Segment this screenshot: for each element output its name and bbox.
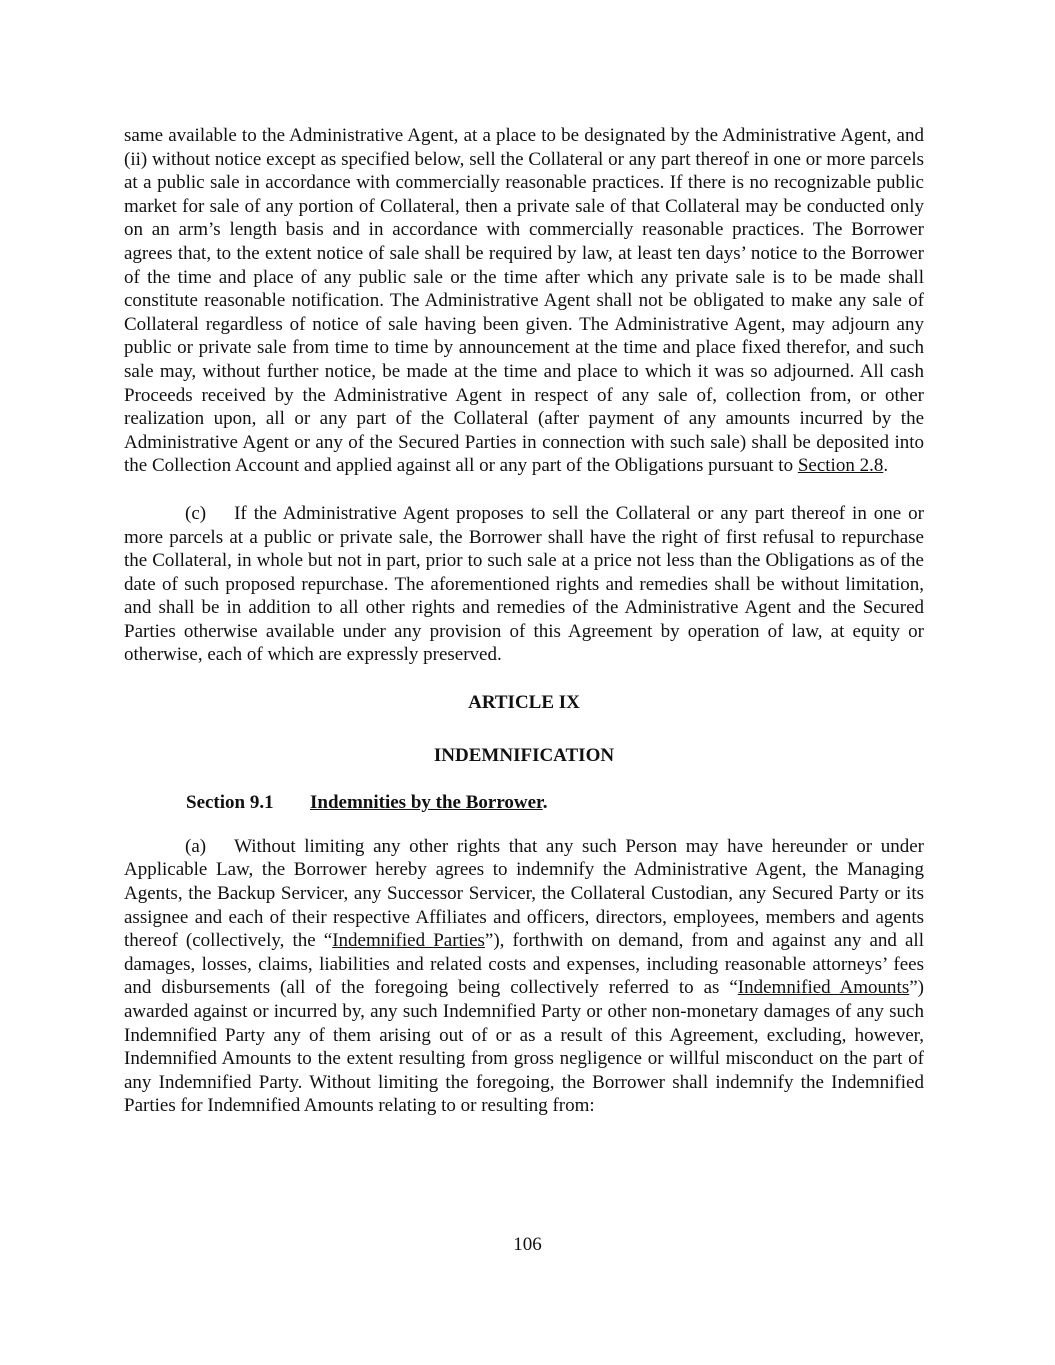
paragraph-text: same available to the Administrative Agent, at a place to be designated by the Administrative Agent, and (ii) without notice except as specified below, sell the Collateral or any part thereof in one or more parcels at a public sale in accordance with commercially reasonable practices. If there is no recognizable public market for sale of any portion of Collateral, then a private sale of that Collateral may be conducted only on an arm’s length basis and in accordance with commercially reasonable practices. The Borrower agrees that, to the extent notice of sale shall be required by law, at least ten days’ notice to the Borrower of the time and place of any public sale or the time after which any private sale is to be made shall constitute reasonable notification. The Administrative Agent shall not be obligated to make any sale of Collateral regardless of notice of sale having been given. The Administrative Agent, may adjourn any public or private sale from time to time by announcement at the time and place fixed therefor, and such sale may, without further notice, be made at the time and place to which it was so adjourned. All cash Proceeds received by the Administrative Agent in respect of any sale of, collection from, or other realization upon, all or any part of the Collateral (after payment of any amounts incurred by the Administrative Agent or any of the Secured Parties in connection with such sale) shall be deposited into the Collection Account and applied against all or any part of the Obligations pursuant to: [124, 125, 924, 477]
defined-term-indemnified-parties: Indemnified Parties: [332, 930, 485, 952]
page-number: 106: [513, 1234, 542, 1255]
section-title-end: .: [542, 792, 548, 814]
section-heading: [124, 791, 924, 815]
paragraph-a-text-2: ”), forthwith on demand, from and against any and all damages, losses, claims, liabilities and related costs and expenses, including reasonable attorneys’ fees and disbursements (all of the foregoing being collectively referred to as “: [124, 930, 924, 999]
article-heading: ARTICLE IX: [468, 692, 580, 714]
section-title: Indemnities by the Borrower: [310, 792, 543, 814]
paragraph-c: [124, 502, 924, 667]
paragraph-a-label: (a): [185, 835, 207, 857]
paragraph-c-text: If the Administrative Agent proposes to sell the Collateral or any part thereof in one or more parcels at a public or private sale, the Borrower shall have the right of first refusal to repurchase the Collateral, in whole but not in part, prior to such sale at a price not less than the Obligations as of the date of such proposed repurchase. The aforementioned rights and remedies shall be without limitation, and shall be in addition to all other rights and remedies of the Administrative Agent and the Secured Parties otherwise available under any provision of this Agreement by operation of law, at equity or otherwise, each of which are expressly preserved.: [124, 502, 924, 666]
paragraph-end-punctuation: .: [883, 455, 889, 477]
section-number: Section 9.1: [186, 792, 274, 814]
paragraph-a-text-1: Without limiting any other rights that any such Person may have hereunder or under Applicable Law, the Borrower hereby agrees to indemnify the Administrative Agent, the Managing Agents, the Backup Servicer, any Successor Servicer, the Collateral Custodian, any Secured Party or its assignee and each of their respective Affiliates and officers, directors, employees, members and agents thereof (collectively, the “: [124, 835, 924, 952]
document-page: [124, 124, 924, 1118]
defined-term-indemnified-amounts: Indemnified Amounts: [737, 977, 910, 999]
section-reference-link: Section 2.8: [797, 455, 884, 477]
paragraph-continuation: [124, 124, 924, 478]
paragraph-a-text-3: ”) awarded against or incurred by, any such Indemnified Party or other non-monetary damages of any such Indemnified Party any of them arising out of or as a result of this Agreement, excluding, however, Indemnified Amounts to the extent resulting from gross negligence or willful misconduct on the part of any Indemnified Party. Without limiting the foregoing, the Borrower shall indemnify the Indemnified Parties for Indemnified Amounts relating to or resulting from:: [124, 977, 924, 1117]
article-title: INDEMNIFICATION: [433, 744, 615, 766]
paragraph-c-label: (c): [185, 502, 207, 524]
paragraph-a: [124, 835, 924, 1118]
